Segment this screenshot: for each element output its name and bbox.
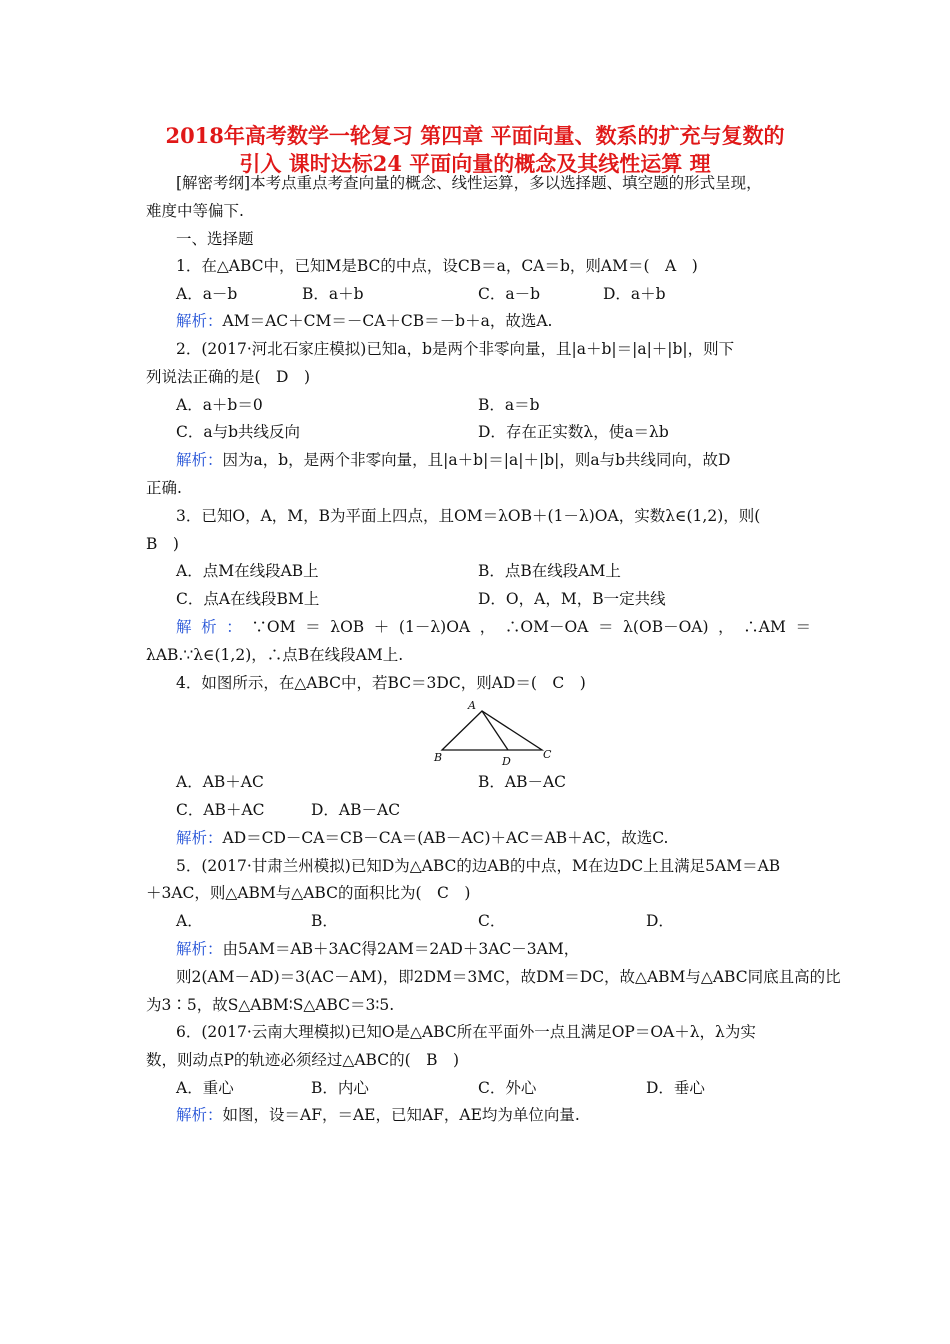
q5-analysis-text: 由5AM＝AB＋3AC得2AM＝2AD＋3AC－3AM， (222, 940, 580, 958)
q4-option-b: B．AB－AC (478, 773, 567, 791)
triangle-figure (430, 697, 560, 769)
section-heading: 一、选择题 (176, 230, 254, 248)
document-title-line1: 2018年高考数学一轮复习 第四章 平面向量、数系的扩充与复数的 (165, 123, 785, 148)
q1-option-a: A．a－b (176, 285, 238, 303)
vertex-c-label: C (543, 748, 552, 761)
analysis-label: 解析： (176, 1106, 223, 1124)
q5-option-d: D． (646, 912, 674, 930)
q3-stem-line1: 3．已知O，A，M，B为平面上四点，且OM＝λOB＋(1－λ)OA，实数λ∈(1,2)，则( (176, 507, 761, 525)
q6-stem-line2: 数，则动点P的轨迹必须经过△ABC的( B ) (146, 1051, 460, 1069)
q1-option-b: B．a＋b (302, 285, 364, 303)
q5-analysis-line3: 为3∶5，故S△ABM∶S△ABC＝3∶5. (146, 996, 395, 1014)
q2-analysis-line2: 正确. (146, 479, 182, 497)
q5-analysis-line2: 则2(AM－AD)＝3(AC－AM)，即2DM＝3MC，故DM＝DC，故△ABM与△ABC同底且高的比 (176, 968, 841, 986)
vertex-b-label: B (434, 751, 443, 764)
q6-option-c: C．外心 (478, 1079, 537, 1097)
point-d-label: D (502, 755, 511, 768)
triangle-abc (442, 711, 542, 750)
q2-analysis-line1 (176, 449, 811, 471)
q5-option-b: B． (311, 912, 338, 930)
q6-option-b: B．内心 (311, 1079, 369, 1097)
intro-line1: [解密考纲]本考点重点考查向量的概念、线性运算，多以选择题、填空题的形式呈现， (176, 174, 762, 192)
q2-analysis-text: 因为a，b，是两个非零向量，且|a＋b|＝|a|＋|b|，则a与b共线同向，故D (222, 451, 731, 469)
intro-line2: 难度中等偏下. (146, 202, 244, 220)
q1-stem: 1．在△ABC中，已知M是BC的中点，设CB＝a，CA＝b，则AM＝( A ) (176, 257, 698, 275)
q3-stem-line2: B ) (146, 535, 179, 553)
q3-option-d: D．O，A，M，B一定共线 (478, 590, 666, 608)
analysis-label: 解析： (176, 829, 223, 847)
q6-option-d: D．垂心 (646, 1079, 705, 1097)
q2-stem-line2: 列说法正确的是( D ) (146, 368, 311, 386)
q1-option-d: D．a＋b (603, 285, 666, 303)
q3-option-a: A．点M在线段AB上 (176, 562, 319, 580)
q4-analysis-text: AD＝CD－CA＝CB－CA＝(AB－AC)＋AC＝AB＋AC，故选C. (222, 829, 669, 847)
q6-stem-line1: 6．(2017·云南大理模拟)已知O是△ABC所在平面外一点且满足OP＝OA＋λ，λ为实 (176, 1023, 756, 1041)
analysis-label: 解析： (176, 618, 252, 636)
q5-analysis-line1 (176, 938, 811, 960)
analysis-label: 解析： (176, 940, 223, 958)
q3-option-b: B．点B在线段AM上 (478, 562, 621, 580)
vertex-a-label: A (468, 699, 476, 712)
q1-option-c: C．a－b (478, 285, 541, 303)
segment-ad (482, 711, 508, 750)
q3-analysis-line2: λAB.∵λ∈(1,2)，∴点B在线段AM上. (146, 646, 404, 664)
q1-analysis (176, 310, 811, 332)
q6-option-a: A．重心 (176, 1079, 234, 1097)
analysis-label: 解析： (176, 312, 223, 330)
q5-option-a: A． (176, 912, 203, 930)
q5-stem-line1: 5．(2017·甘肃兰州模拟)已知D为△ABC的边AB的中点，M在边DC上且满足5AM＝AB (176, 857, 781, 875)
q4-option-a: A．AB＋AC (176, 773, 264, 791)
q5-stem-line2: ＋3AC，则△ABM与△ABC的面积比为( C ) (146, 884, 471, 902)
q2-option-a: A．a＋b＝0 (176, 396, 263, 414)
q6-analysis (176, 1104, 811, 1126)
q3-analysis-text: ∵OM＝λOB＋(1－λ)OA，∴OM－OA＝λ(OB－OA)，∴AM＝ (251, 618, 811, 636)
q6-analysis-text: 如图，设＝AF，＝AE，已知AF，AE均为单位向量. (222, 1106, 580, 1124)
q3-analysis-line1 (176, 616, 811, 638)
analysis-label: 解析： (176, 451, 223, 469)
q4-stem: 4．如图所示，在△ABC中，若BC＝3DC，则AD＝( C ) (176, 674, 586, 692)
q2-option-b: B．a＝b (478, 396, 540, 414)
q3-option-c: C．点A在线段BM上 (176, 590, 320, 608)
q2-stem-line1: 2．(2017·河北石家庄模拟)已知a，b是两个非零向量，且|a＋b|＝|a|＋|b|，则下 (176, 340, 735, 358)
q1-analysis-text: AM＝AC＋CM＝－CA＋CB＝－b＋a，故选A. (222, 312, 553, 330)
q4-analysis (176, 827, 811, 849)
document-title-line2: 引入 课时达标24 平面向量的概念及其线性运算 理 (239, 151, 711, 176)
q2-option-c: C．a与b共线反向 (176, 423, 301, 441)
q2-option-d: D．存在正实数λ，使a＝λb (478, 423, 669, 441)
q5-option-c: C． (478, 912, 506, 930)
q4-option-d: D．AB－AC (311, 801, 401, 819)
q4-option-c: C．AB＋AC (176, 801, 265, 819)
